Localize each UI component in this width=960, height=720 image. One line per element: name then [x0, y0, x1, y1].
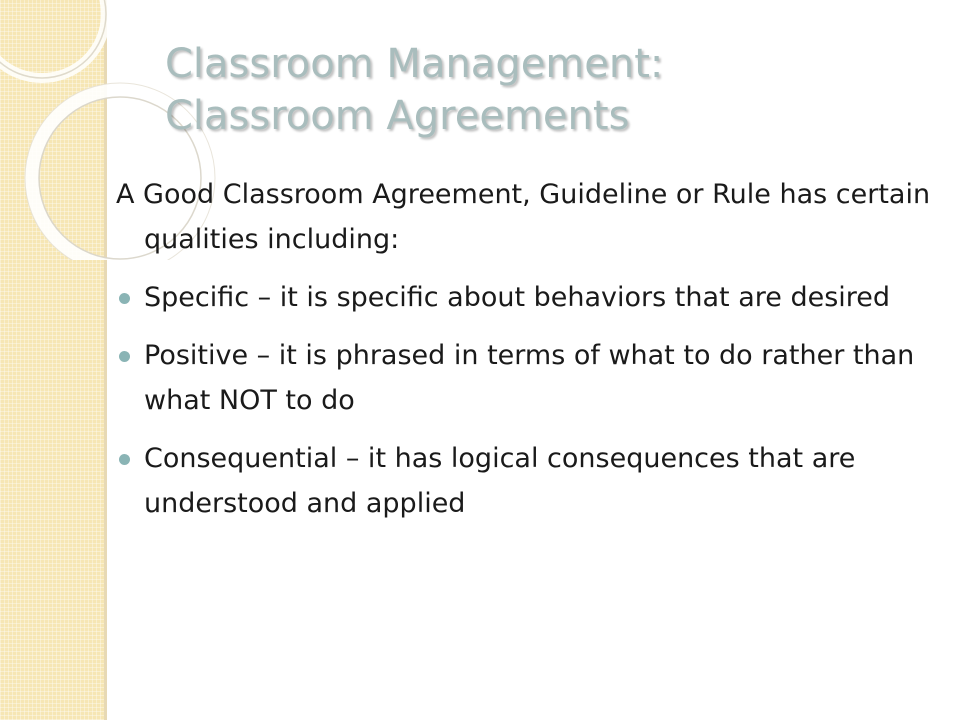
bullet-dot-icon	[119, 454, 130, 465]
slide-title	[165, 38, 925, 142]
bullet-text: Consequential – it has logical consequences that are understood and applied	[144, 443, 856, 519]
bullet-dot-icon	[119, 351, 130, 362]
bullet-item-consequential	[116, 436, 936, 526]
title-line: Classroom Agreements	[165, 93, 630, 139]
bullet-text: Positive – it is phrased in terms of what to do rather than what NOT to do	[144, 340, 915, 416]
bullet-list	[116, 275, 936, 526]
bullet-item-positive	[116, 333, 936, 423]
bullet-item-specific	[116, 275, 936, 320]
bullet-dot-icon	[119, 293, 130, 304]
title-line: Classroom Management:	[165, 41, 664, 87]
bullet-text: Specific – it is specific about behaviors that are desired	[144, 282, 891, 313]
intro-text: A Good Classroom Agreement, Guideline or Rule has certain qualities including:	[116, 179, 931, 255]
slide-body	[116, 172, 936, 539]
